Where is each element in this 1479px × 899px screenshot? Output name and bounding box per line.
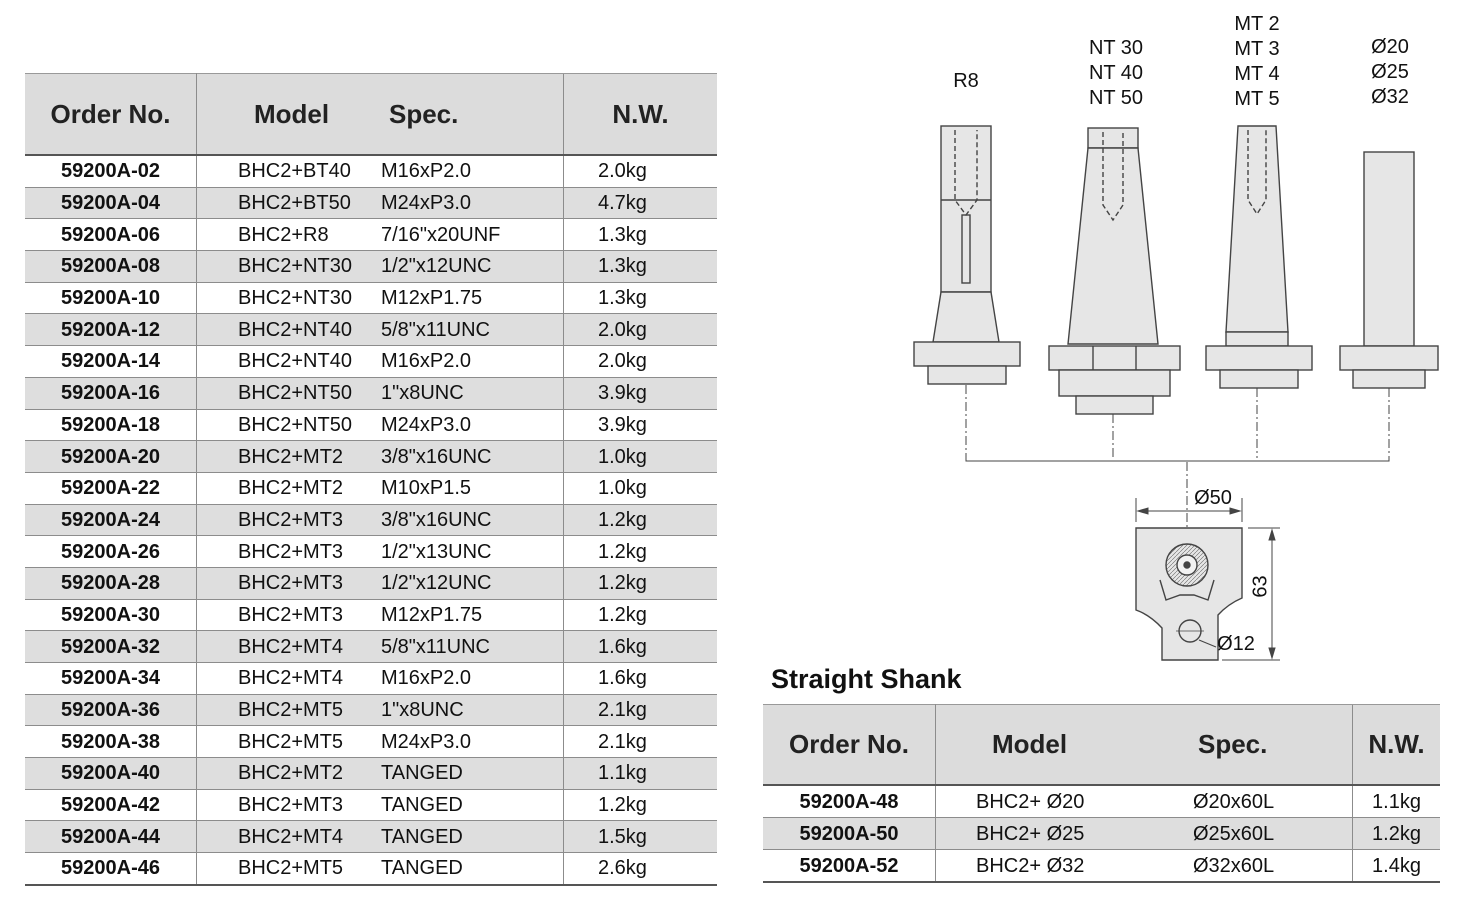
spec-cell: 3/8"x16UNC <box>379 504 564 536</box>
order-no-cell: 59200A-26 <box>25 536 197 568</box>
spec-cell: 5/8"x11UNC <box>379 631 564 663</box>
ss-header-spec: Spec. <box>1188 705 1353 786</box>
weight-cell: 3.9kg <box>564 409 718 441</box>
weight-cell: 1.2kg <box>564 504 718 536</box>
order-no-cell: 59200A-10 <box>25 282 197 314</box>
spec-cell: M24xP3.0 <box>379 187 564 219</box>
model-cell: BHC2+R8 <box>197 219 380 251</box>
weight-cell: 1.1kg <box>564 758 718 790</box>
order-no-cell: 59200A-24 <box>25 504 197 536</box>
spec-cell: 3/8"x16UNC <box>379 441 564 473</box>
mt-label-1: MT 2 <box>1234 13 1280 35</box>
spec-cell: M24xP3.0 <box>379 726 564 758</box>
spec-cell: M12xP1.75 <box>379 282 564 314</box>
order-no-cell: 59200A-32 <box>25 631 197 663</box>
weight-cell: 1.5kg <box>564 821 718 853</box>
model-cell: BHC2+MT2 <box>197 441 380 473</box>
model-cell: BHC2+NT30 <box>197 282 380 314</box>
model-cell: BHC2+BT50 <box>197 187 380 219</box>
model-cell: BHC2+NT50 <box>197 409 380 441</box>
nt-labels <box>1076 36 1156 111</box>
order-no-cell: 59200A-04 <box>25 187 197 219</box>
order-no-cell: 59200A-02 <box>25 155 197 187</box>
model-cell: BHC2+MT5 <box>197 853 380 885</box>
weight-cell: 1.2kg <box>564 789 718 821</box>
spec-cell: 1/2"x12UNC <box>379 567 564 599</box>
weight-cell: 4.7kg <box>564 187 718 219</box>
connector-line <box>966 458 1389 461</box>
order-no-cell: 59200A-36 <box>25 694 197 726</box>
dia-label-1: Ø20 <box>1371 36 1409 58</box>
order-no-cell: 59200A-38 <box>25 726 197 758</box>
weight-cell: 3.9kg <box>564 377 718 409</box>
spec-cell: M16xP2.0 <box>379 346 564 378</box>
model-cell: BHC2+ Ø25 <box>936 818 1189 850</box>
spec-cell: 1/2"x13UNC <box>379 536 564 568</box>
weight-cell: 1.4kg <box>1353 850 1441 883</box>
weight-cell: 1.2kg <box>1353 818 1441 850</box>
model-cell: BHC2+MT3 <box>197 536 380 568</box>
order-no-cell: 59200A-30 <box>25 599 197 631</box>
header-spec: Spec. <box>379 74 564 156</box>
order-no-cell: 59200A-18 <box>25 409 197 441</box>
mt-label-4: MT 5 <box>1234 88 1280 110</box>
order-no-cell: 59200A-22 <box>25 472 197 504</box>
spec-cell: 7/16"x20UNF <box>379 219 564 251</box>
nt-label-3: NT 50 <box>1088 87 1144 109</box>
dia-label-3: Ø32 <box>1371 86 1409 108</box>
weight-cell: 1.6kg <box>564 631 718 663</box>
r8-shank-drawing <box>914 126 1020 384</box>
order-no-cell: 59200A-34 <box>25 663 197 695</box>
dia-labels <box>1360 35 1420 110</box>
header-model-text: Model <box>254 98 330 129</box>
weight-cell: 2.0kg <box>564 346 718 378</box>
order-no-cell: 59200A-40 <box>25 758 197 790</box>
header-nw: N.W. <box>564 74 718 156</box>
spec-cell: 1"x8UNC <box>379 694 564 726</box>
order-no-cell: 59200A-50 <box>763 818 936 850</box>
model-cell: BHC2+MT3 <box>197 567 380 599</box>
ss-header-nw: N.W. <box>1353 705 1441 786</box>
spec-cell: TANGED <box>379 821 564 853</box>
mt-labels <box>1222 12 1292 112</box>
spec-cell: TANGED <box>379 758 564 790</box>
spec-cell: 1"x8UNC <box>379 377 564 409</box>
weight-cell: 2.6kg <box>564 853 718 885</box>
model-cell: BHC2+MT3 <box>197 789 380 821</box>
weight-cell: 1.1kg <box>1353 785 1441 818</box>
center-lines <box>966 385 1389 530</box>
ss-header-model: Model <box>936 705 1189 786</box>
spec-cell: M16xP2.0 <box>379 155 564 187</box>
model-cell: BHC2+MT3 <box>197 599 380 631</box>
order-no-cell: 59200A-06 <box>25 219 197 251</box>
spec-cell: 1/2"x12UNC <box>379 251 564 283</box>
ss-header-order-no: Order No. <box>763 705 936 786</box>
weight-cell: 2.0kg <box>564 155 718 187</box>
mt-label-3: MT 4 <box>1234 63 1280 85</box>
order-no-cell: 59200A-46 <box>25 853 197 885</box>
weight-cell: 1.6kg <box>564 663 718 695</box>
spec-cell: M12xP1.75 <box>379 599 564 631</box>
model-cell: BHC2+MT5 <box>197 694 380 726</box>
spec-cell: TANGED <box>379 789 564 821</box>
model-cell: BHC2+BT40 <box>197 155 380 187</box>
order-no-cell: 59200A-44 <box>25 821 197 853</box>
dim-width-label: Ø50 <box>1194 487 1232 509</box>
weight-cell: 1.0kg <box>564 441 718 473</box>
weight-cell: 2.1kg <box>564 694 718 726</box>
weight-cell: 1.2kg <box>564 536 718 568</box>
spec-cell: M24xP3.0 <box>379 409 564 441</box>
mt-label-2: MT 3 <box>1234 38 1280 60</box>
dim-hole-label: Ø12 <box>1217 633 1255 655</box>
model-cell: BHC2+NT40 <box>197 346 380 378</box>
model-cell: BHC2+MT2 <box>197 758 380 790</box>
spec-cell: M16xP2.0 <box>379 663 564 695</box>
straight-shank-drawing <box>1340 152 1438 388</box>
mt-shank-drawing <box>1206 126 1312 388</box>
model-cell: BHC2+MT4 <box>197 663 380 695</box>
weight-cell: 1.2kg <box>564 599 718 631</box>
model-cell: BHC2+NT50 <box>197 377 380 409</box>
weight-cell: 1.2kg <box>564 567 718 599</box>
dia-label-2: Ø25 <box>1371 61 1409 83</box>
order-no-cell: 59200A-14 <box>25 346 197 378</box>
spec-cell: M10xP1.5 <box>379 472 564 504</box>
straight-shank-title: Straight Shank <box>771 664 962 694</box>
order-no-cell: 59200A-48 <box>763 785 936 818</box>
model-cell: BHC2+MT4 <box>197 631 380 663</box>
weight-cell: 1.3kg <box>564 251 718 283</box>
order-no-cell: 59200A-42 <box>25 789 197 821</box>
weight-cell: 1.3kg <box>564 282 718 314</box>
order-no-cell: 59200A-28 <box>25 567 197 599</box>
spec-cell: Ø32x60L <box>1188 850 1353 883</box>
model-cell: BHC2+ Ø20 <box>936 785 1189 818</box>
model-cell: BHC2+NT30 <box>197 251 380 283</box>
model-cell: BHC2+MT4 <box>197 821 380 853</box>
weight-cell: 1.3kg <box>564 219 718 251</box>
order-no-cell: 59200A-16 <box>25 377 197 409</box>
model-cell: BHC2+NT40 <box>197 314 380 346</box>
dim-height-label: 63 <box>1249 575 1272 598</box>
nt-shank-drawing <box>1049 128 1180 414</box>
model-cell: BHC2+MT3 <box>197 504 380 536</box>
model-cell: BHC2+MT5 <box>197 726 380 758</box>
order-no-cell: 59200A-20 <box>25 441 197 473</box>
model-cell: BHC2+ Ø32 <box>936 850 1189 883</box>
header-order-no: Order No. <box>25 74 197 156</box>
spec-cell: Ø20x60L <box>1188 785 1353 818</box>
spec-cell: TANGED <box>379 853 564 885</box>
order-no-cell: 59200A-52 <box>763 850 936 883</box>
spec-cell: Ø25x60L <box>1188 818 1353 850</box>
nt-label-1: NT 30 <box>1088 37 1144 59</box>
spec-cell: 5/8"x11UNC <box>379 314 564 346</box>
weight-cell: 2.1kg <box>564 726 718 758</box>
r8-label: R8 <box>953 70 979 92</box>
order-no-cell: 59200A-12 <box>25 314 197 346</box>
weight-cell: 2.0kg <box>564 314 718 346</box>
order-no-cell: 59200A-08 <box>25 251 197 283</box>
weight-cell: 1.0kg <box>564 472 718 504</box>
model-cell: BHC2+MT2 <box>197 472 380 504</box>
nt-label-2: NT 40 <box>1088 62 1144 84</box>
